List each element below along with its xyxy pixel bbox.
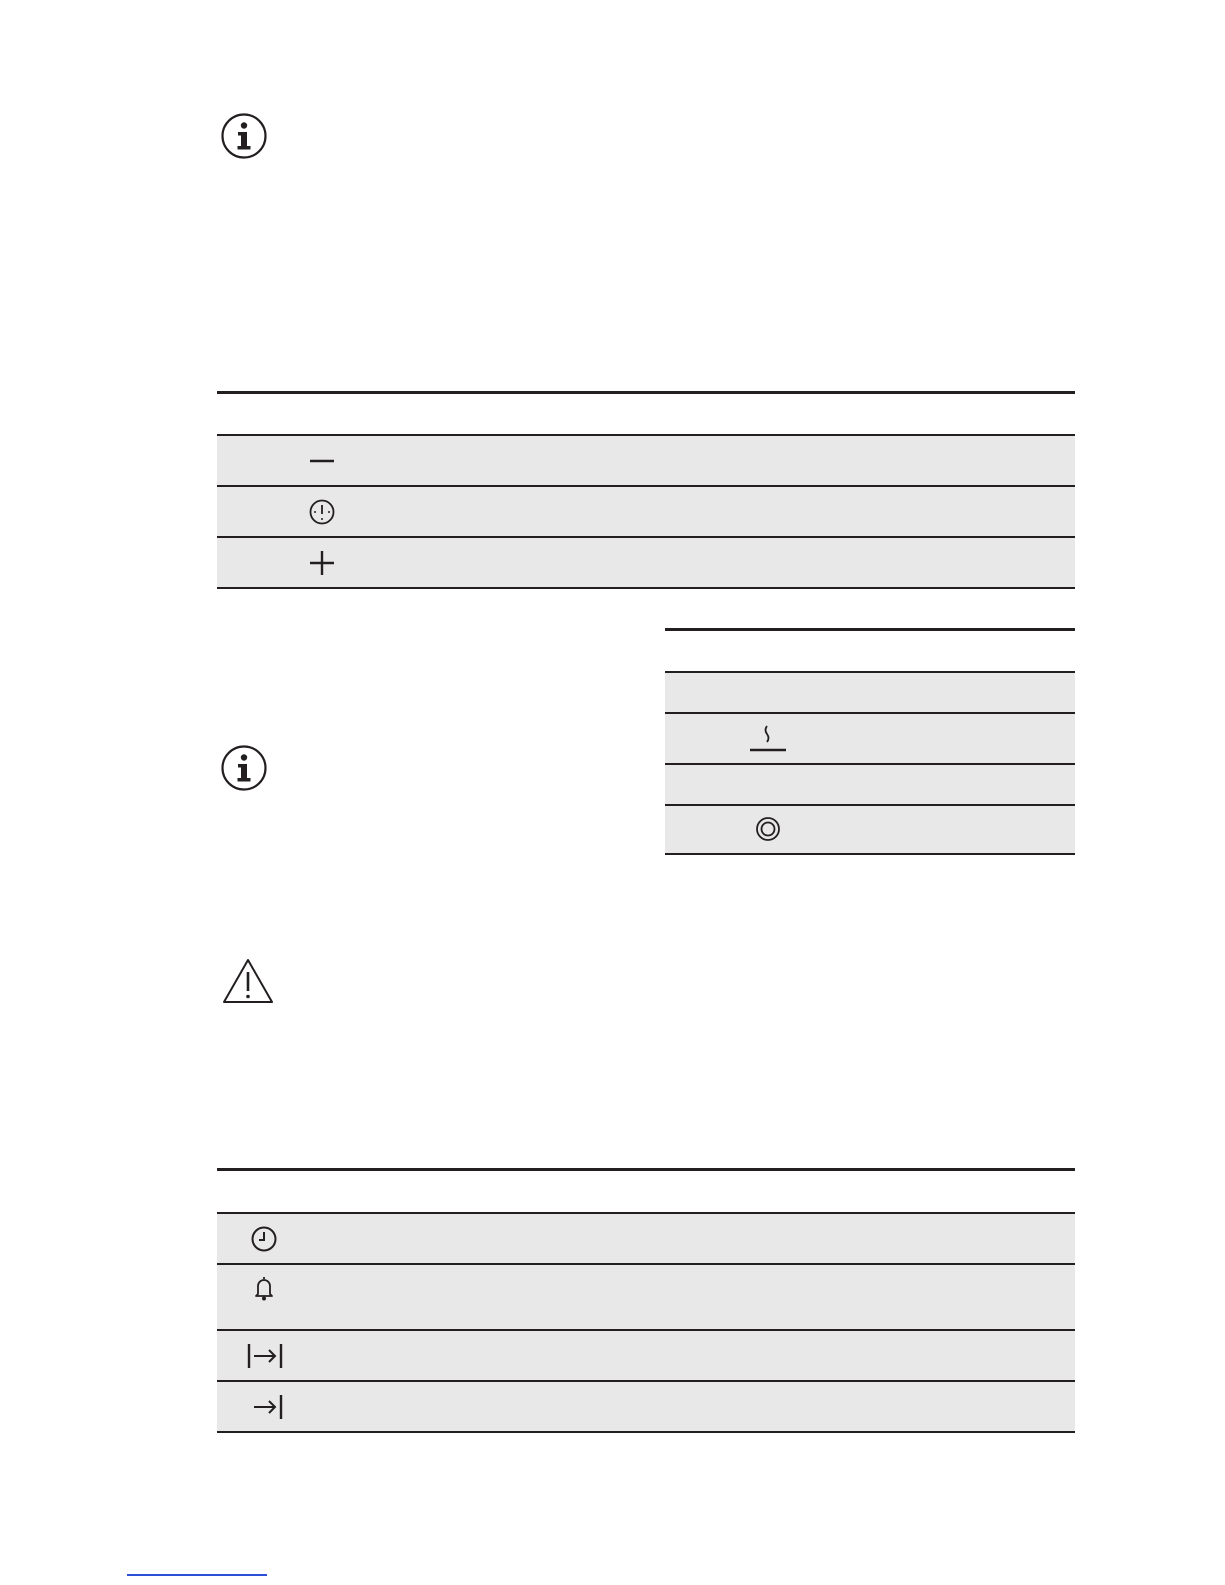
table-row (665, 806, 1075, 853)
table-row (217, 436, 1075, 487)
table-header (217, 394, 1075, 436)
start-end-arrow-icon (245, 1339, 285, 1373)
table-header (217, 1171, 1075, 1214)
footer-link-underline[interactable] (127, 1574, 267, 1576)
table-row (217, 1265, 1075, 1331)
minus-icon (305, 444, 339, 478)
bell-icon (247, 1271, 281, 1305)
end-arrow-icon (245, 1390, 285, 1424)
control-table (217, 391, 1075, 589)
table-row (665, 673, 1075, 714)
table-row (665, 714, 1075, 765)
clock-functions-table (217, 1168, 1075, 1433)
warning-icon (221, 957, 275, 1005)
steam-residual-heat-icon (749, 720, 787, 758)
clock-dial-icon (305, 495, 339, 529)
table-row (217, 1214, 1075, 1265)
double-circle-icon (751, 812, 785, 846)
table-row (217, 1331, 1075, 1382)
table-row (665, 765, 1075, 806)
table-row (217, 487, 1075, 538)
clock-icon (247, 1222, 281, 1256)
table-row (217, 538, 1075, 587)
info-icon (221, 745, 267, 791)
table-header (665, 631, 1075, 673)
indicator-table (665, 628, 1075, 855)
info-icon (221, 113, 267, 159)
table-row (217, 1382, 1075, 1431)
plus-icon (305, 546, 339, 580)
